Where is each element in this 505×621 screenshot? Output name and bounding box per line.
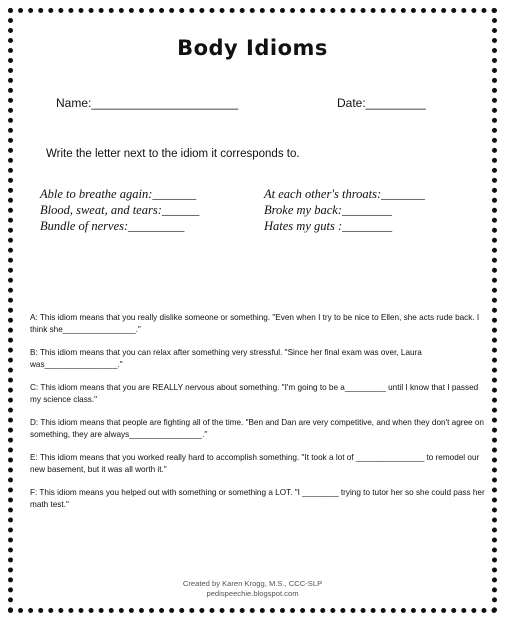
definition-d: D: This idiom means that people are fighting all of the time. "Ben and Dan are very competitive, and when they don't agree on something, they are always________________." [30, 418, 484, 439]
date-field-label: Date:_________ [337, 96, 426, 110]
definition-e: E: This idiom means that you worked really hard to accomplish something. "It took a lot of _______________ to remodel our new basement, but it was all worth it." [30, 453, 480, 474]
worksheet-title: Body Idioms [177, 36, 328, 60]
idiom-item: Broke my back:________ [264, 203, 392, 217]
idiom-item: Hates my guts :________ [264, 219, 393, 233]
definition-c: C: This idiom means that you are REALLY nervous about something. "I'm going to be a_________ until I know that I passed my science class." [30, 383, 479, 404]
idiom-item: Blood, sweat, and tears:______ [40, 203, 200, 217]
idiom-item: At each other's throats:_______ [264, 187, 425, 201]
footer-url: pedispeechie.blogspot.com [206, 589, 299, 598]
idiom-item: Able to breathe again:_______ [40, 187, 197, 201]
footer-credit: Created by Karen Krogg, M.S., CCC-SLP [182, 579, 323, 588]
definition-list [30, 312, 485, 522]
instructions-text: Write the letter next to the idiom it corresponds to. [46, 148, 300, 160]
name-field-label: Name:______________________ [56, 96, 239, 110]
definition-a: A: This idiom means that you really dislike someone or something. "Even when I try to be nice to Ellen, she acts rude back. I think she________________." [30, 313, 480, 334]
definition-f: F: This idiom means you helped out with something or something a LOT. "I ________ trying to tutor her so she could pass her math test." [30, 488, 485, 509]
idiom-list-left [40, 186, 199, 234]
idiom-list-right [264, 186, 425, 234]
definition-b: B: This idiom means that you can relax after something very stressful. "Since her final exam was over, Laura was________________." [30, 348, 422, 369]
footer [0, 579, 505, 599]
idiom-item: Bundle of nerves:_________ [40, 219, 185, 233]
